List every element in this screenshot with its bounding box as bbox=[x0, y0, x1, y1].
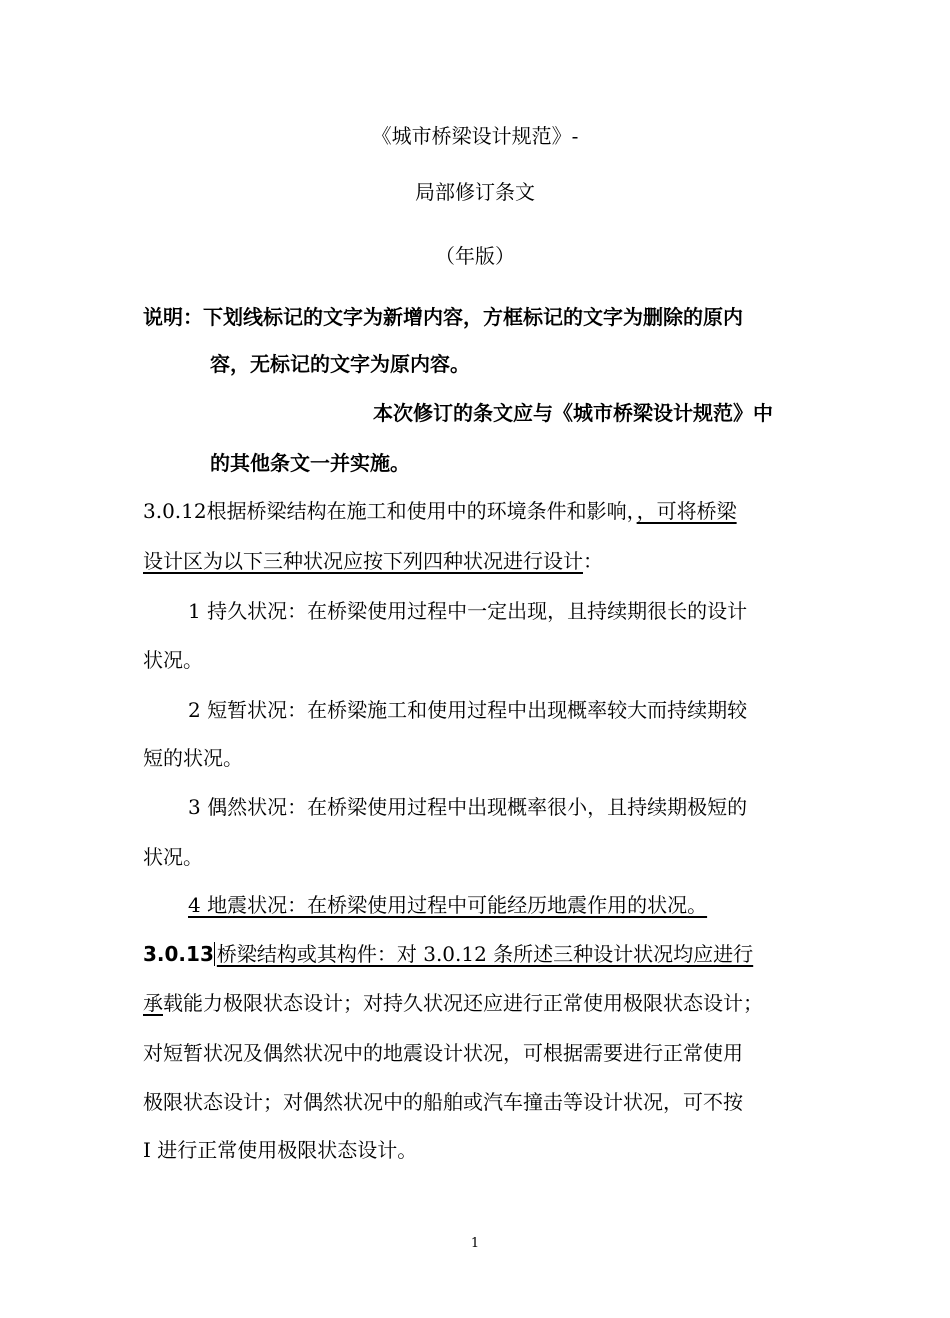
clause-text: 根据桥梁结构在施工和使用中的环境条件和影响， bbox=[206, 499, 637, 523]
item-2-line-1: 2 短暂状况：在桥梁施工和使用过程中出现概率较大而持续期较 bbox=[188, 698, 748, 722]
title-line-2: 局部修订条文 bbox=[415, 180, 535, 204]
clause-3-0-13-line-1 bbox=[143, 940, 753, 968]
clause-text: 载能力极限状态设计；对持久状况还应进行正常使用极限状态设计； bbox=[163, 991, 763, 1015]
clause-text: ： bbox=[583, 549, 603, 573]
clause-number: 3.0.12 bbox=[143, 499, 207, 523]
item-1-line-2: 状况。 bbox=[143, 648, 203, 672]
title-line-1: 《城市桥梁设计规范》- bbox=[371, 124, 579, 148]
note-line-1: 说明：下划线标记的文字为新增内容，方框标记的文字为删除的原内 bbox=[143, 305, 743, 329]
item-4-added: 4 地震状况：在桥梁使用过程中可能经历地震作用的状况。 bbox=[188, 893, 708, 917]
clause-3-0-13-line-4: 极限状态设计；对偶然状况中的船舶或汽车撞击等设计状况，可不按 bbox=[143, 1090, 743, 1114]
title-line-3: （年版） bbox=[435, 244, 515, 268]
note-line-4: 的其他条文一并实施。 bbox=[210, 451, 410, 475]
item-3-line-1: 3 偶然状况：在桥梁使用过程中出现概率很小，且持续期极短的 bbox=[188, 795, 748, 819]
note-line-3: 本次修订的条文应与《城市桥梁设计规范》中 bbox=[373, 401, 773, 425]
added-text: ，可将桥梁 bbox=[636, 499, 737, 523]
page-number: 1 bbox=[470, 1236, 480, 1251]
added-text: 承 bbox=[143, 991, 163, 1015]
clause-number: 3.0.13 bbox=[143, 942, 214, 966]
clause-3-0-12-line-2 bbox=[143, 547, 603, 575]
item-2-line-2: 短的状况。 bbox=[143, 746, 243, 770]
clause-3-0-13-line-3: 对短暂状况及偶然状况中的地震设计状况，可根据需要进行正常使用 bbox=[143, 1041, 743, 1065]
item-3-line-2: 状况。 bbox=[143, 845, 203, 869]
added-text: 桥梁结构或其构件：对 3.0.12 条所述三种设计状况均应进行 bbox=[214, 942, 753, 966]
item-1-line-1: 1 持久状况：在桥梁使用过程中一定出现，且持续期很长的设计 bbox=[188, 599, 748, 623]
clause-3-0-12-line-1 bbox=[143, 497, 737, 525]
added-text: 设计区为以下三种状况应按下列四种状况进行设计 bbox=[143, 549, 583, 573]
clause-3-0-13-line-2 bbox=[143, 989, 763, 1017]
note-line-2: 容，无标记的文字为原内容。 bbox=[210, 352, 470, 376]
clause-3-0-13-line-5: I 进行正常使用极限状态设计。 bbox=[143, 1138, 418, 1162]
